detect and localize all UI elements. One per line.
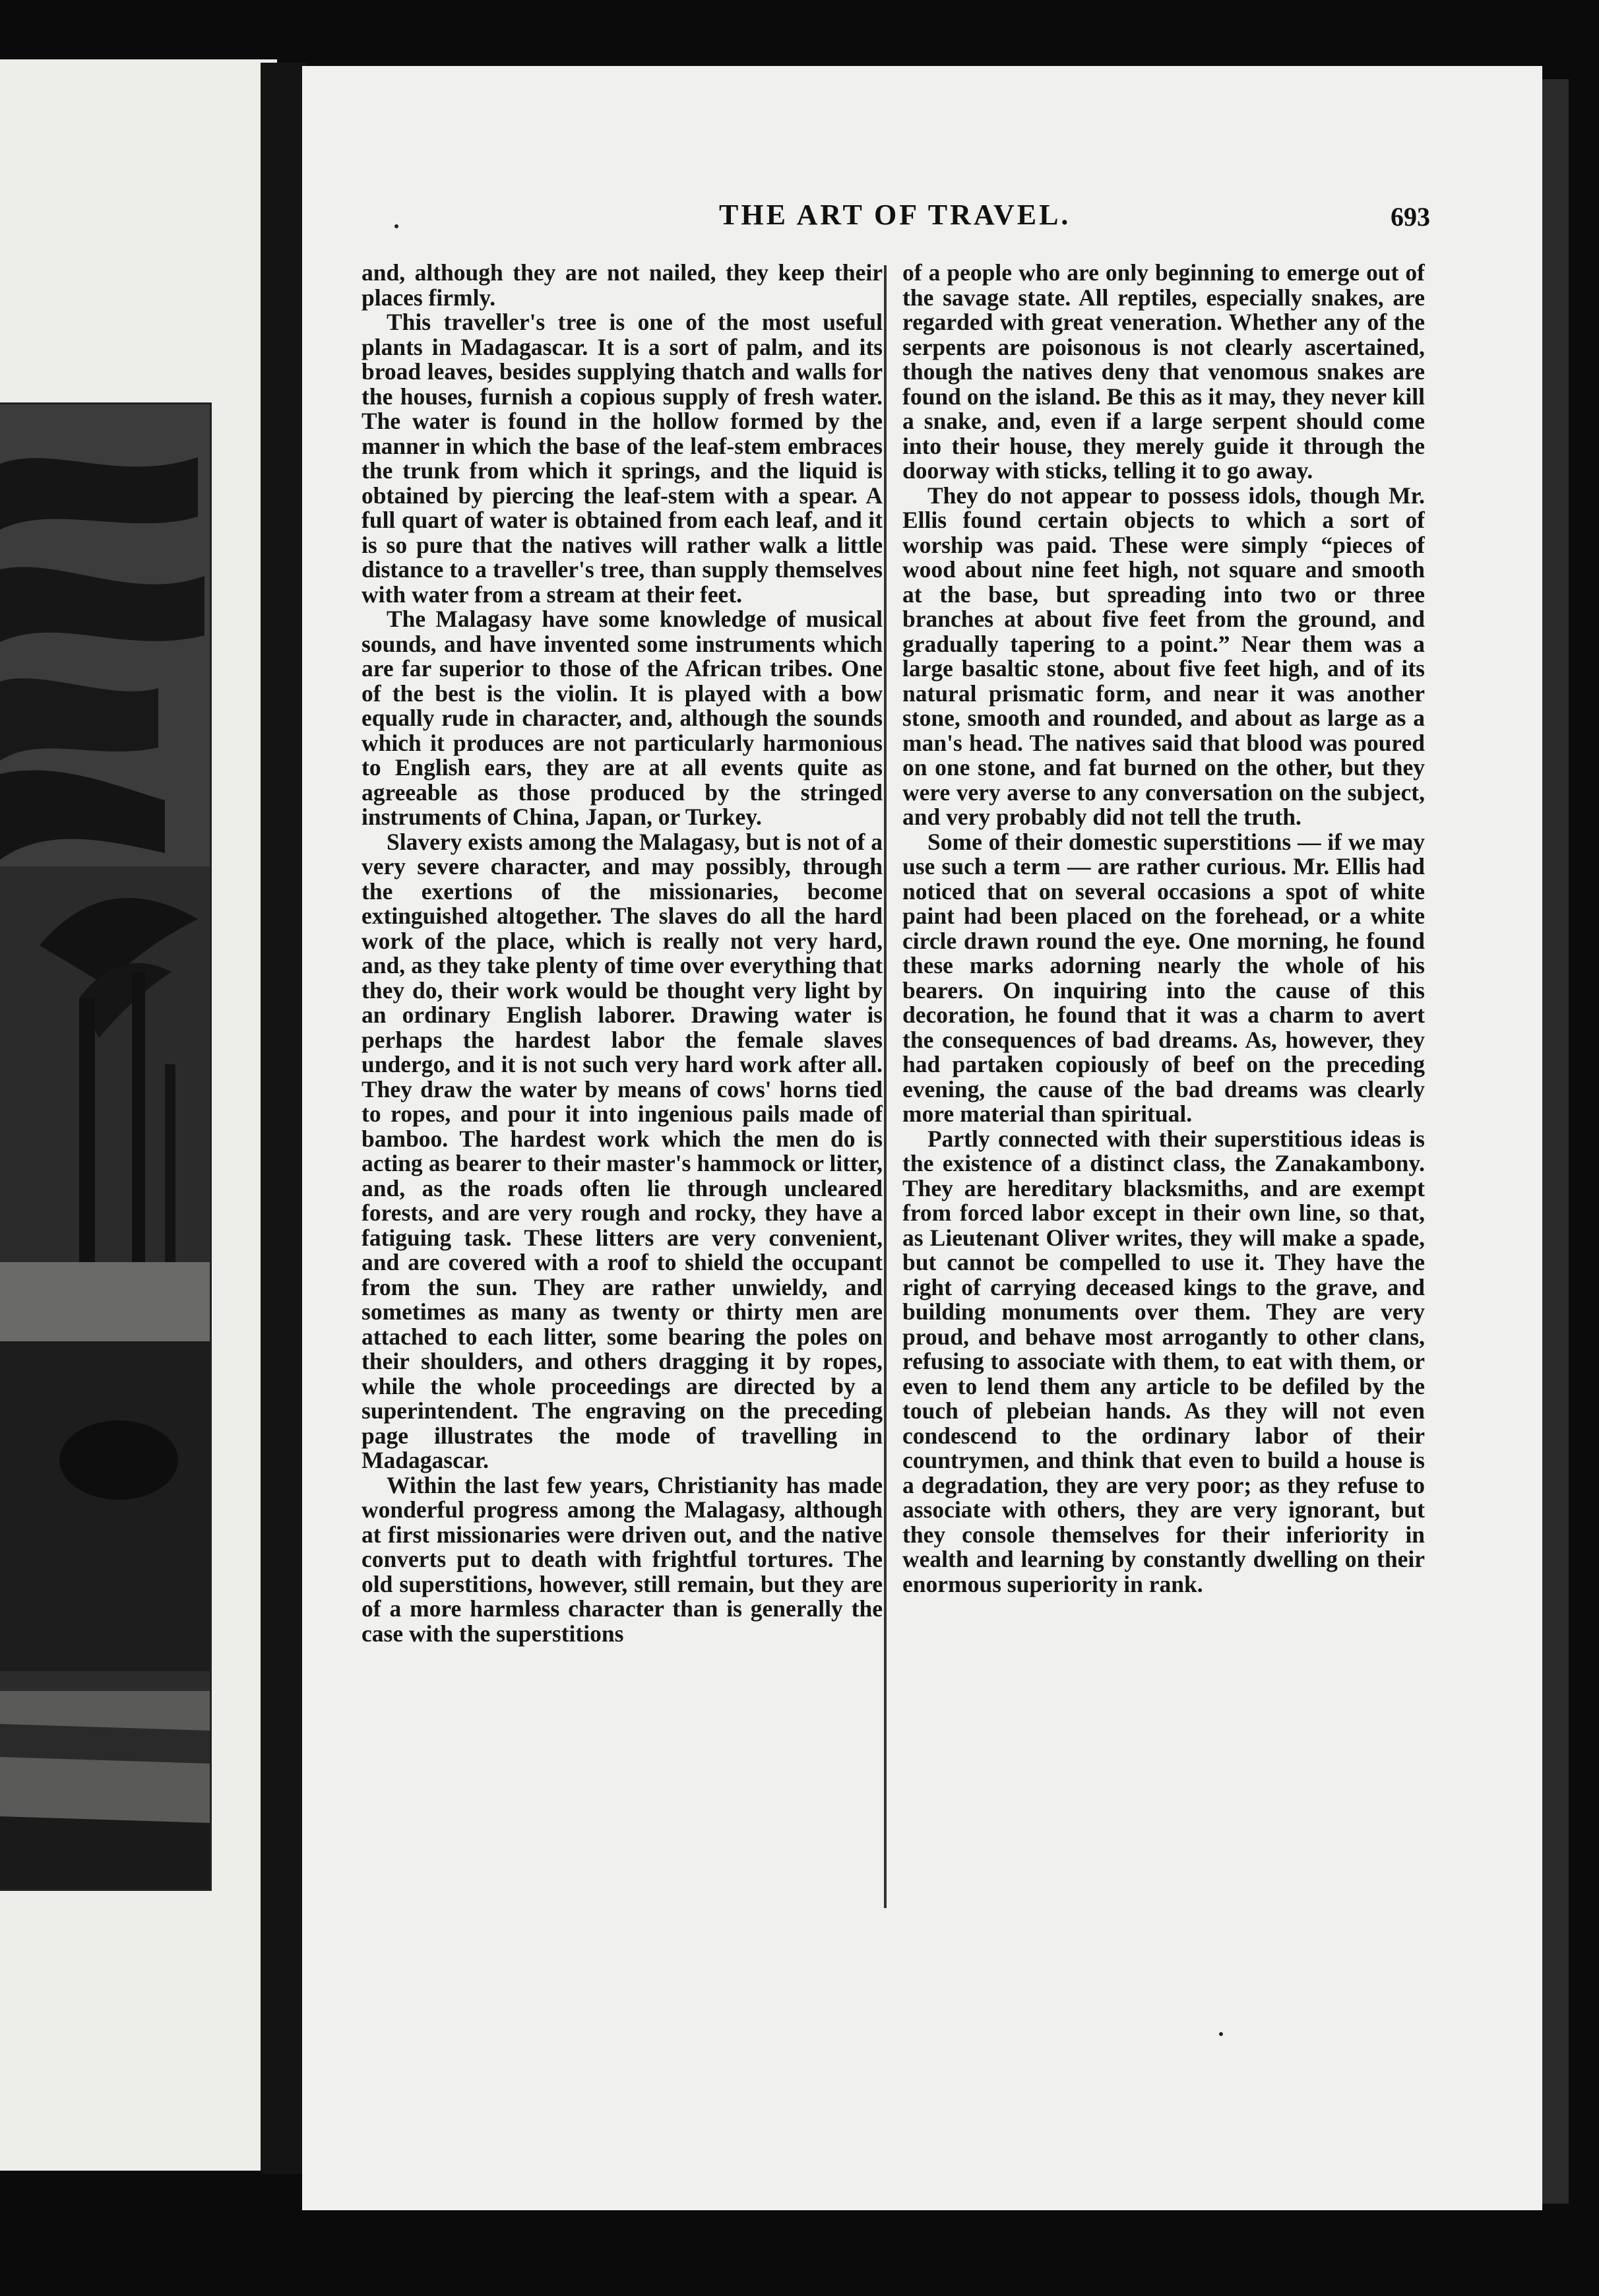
column-divider (884, 265, 887, 1908)
paragraph: This traveller's tree is one of the most useful plants in Madagascar. It is a sort of palm, and its broad leaves, besides supplying thatch and walls for the houses, furnish a copious supply of fresh water. The water is found in the hollow formed by the manner in which the base of the leaf-stem embraces the trunk from which it springs, and the liquid is obtained by piercing the leaf-stem with a spear. A full quart of water is obtained from each leaf, and it is so pure that the natives will rather walk a little distance to a traveller's tree, than supply themselves with water from a stream at their feet. (361, 309, 883, 608)
page-edge-shadow (1542, 79, 1569, 2204)
right-text-column (902, 261, 1425, 1936)
paragraph: Partly connected with their superstitious ideas is the existence of a distinct class, the Zanakambony. They are hereditary blacksmiths, and are exempt from forced labor except in their own line, so that, as Lieutenant Oliver writes, they will make a spade, but cannot be compelled to use it. They have the right of carrying deceased kings to the grave, and building monuments over them. They are very proud, and behave most arrogantly to other clans, refusing to associate with them, to eat with them, or even to lend them any article to be defiled by the touch of plebeian hands. As they will not even condescend to the ordinary labor of their countrymen, and think that even to build a house is a degradation, they are very poor; as they refuse to associate with others, they are very ignorant, but they console themselves for their inferiority in wealth and learning by constantly dwelling on their enormous superiority in rank. (902, 1125, 1425, 1597)
facing-page (0, 59, 277, 2171)
paragraph: and, although they are not nailed, they keep their places firmly. (361, 261, 883, 311)
ink-speck (394, 224, 398, 228)
book-spine (261, 63, 307, 2174)
running-header: THE ART OF TRAVEL. (719, 199, 1071, 231)
paragraph: They do not appear to possess idols, though Mr. Ellis found certain objects to which a sort of worship was paid. These were simply “pieces of wood about nine feet high, not square and smooth at the base, but spreading into two or three branches at about five feet from the ground, and gradually tapering to a point.” Near them was a large basaltic stone, about five feet high, and of its natural prismatic form, and near it was another stone, smooth and rounded, and about as large as a man's head. The natives said that blood was poured on one stone, and fat burned on the other, but they were very averse to any conversation on the subject, and very probably did not tell the truth. (902, 482, 1425, 830)
engraving-palm-trees-icon (0, 402, 212, 1891)
paragraph: Slavery exists among the Malagasy, but is not of a very severe character, and may possibly, through the exertions of the missionaries, become extinguished altogether. The slaves do all the hard work of the place, which is really not very hard, and, as they take plenty of time over everything that they do, their work would be thought very light by an ordinary English laborer. Drawing water is perhaps the hardest labor the female slaves undergo, and it is not such very hard work after all. They draw the water by means of cows' horns tied to ropes, and pour it into ingenious pails made of bamboo. The hardest work which the men do is acting as bearer to their master's hammock or litter, and, as the roads often lie through uncleared forests, and are very rough and rocky, they have a fatiguing task. These litters are very convenient, and are covered with a roof to shield the occupant from the sun. They are rather unwieldy, and sometimes as many as twenty or thirty men are attached to each litter, some bearing the poles on their shoulders, and others dragging it by ropes, while the whole proceedings are directed by a superintendent. The engraving on the preceding page illustrates the mode of travelling in Madagascar. (361, 828, 883, 1473)
paragraph: Within the last few years, Christianity has made wonderful progress among the Malagasy, although at first missionaries were driven out, and the native converts put to death with frightful tortures. The old superstitions, however, still remain, but they are of a more harmless character than is generally the case with the superstitions (361, 1471, 883, 1647)
page-number: 693 (1391, 202, 1430, 232)
paragraph: of a people who are only beginning to emerge out of the savage state. All reptiles, especially snakes, are regarded with great veneration. Whether any of the serpents are poisonous is not clearly ascertained, though the natives deny that venomous snakes are found on the island. Be this as it may, they never kill a snake, and, even if a large serpent should come into their house, they merely guide it through the doorway with sticks, telling it to go away. (902, 261, 1425, 484)
left-text-column (361, 261, 883, 1936)
paragraph: The Malagasy have some knowledge of musical sounds, and have invented some instruments which are far superior to those of the African tribes. One of the best is the violin. It is played with a bow equally rude in character, and, although the sounds which it produces are not particularly harmonious to English ears, they are at all events quite as agreeable as those produced by the stringed instruments of China, Japan, or Turkey. (361, 606, 883, 830)
ink-speck (1219, 2032, 1223, 2036)
paragraph: Some of their domestic superstitions — if we may use such a term — are rather curious. Mr. Ellis had noticed that on several occasions a spot of white paint had been placed on the forehead, or a white circle drawn round the eye. One morning, he found these marks adorning nearly the whole of his bearers. On inquiring into the cause of this decoration, he found that it was a charm to avert the consequences of bad dreams. As, however, they had partaken copiously of beef on the preceding evening, the cause of the bad dreams was clearly more material than spiritual. (902, 828, 1425, 1127)
